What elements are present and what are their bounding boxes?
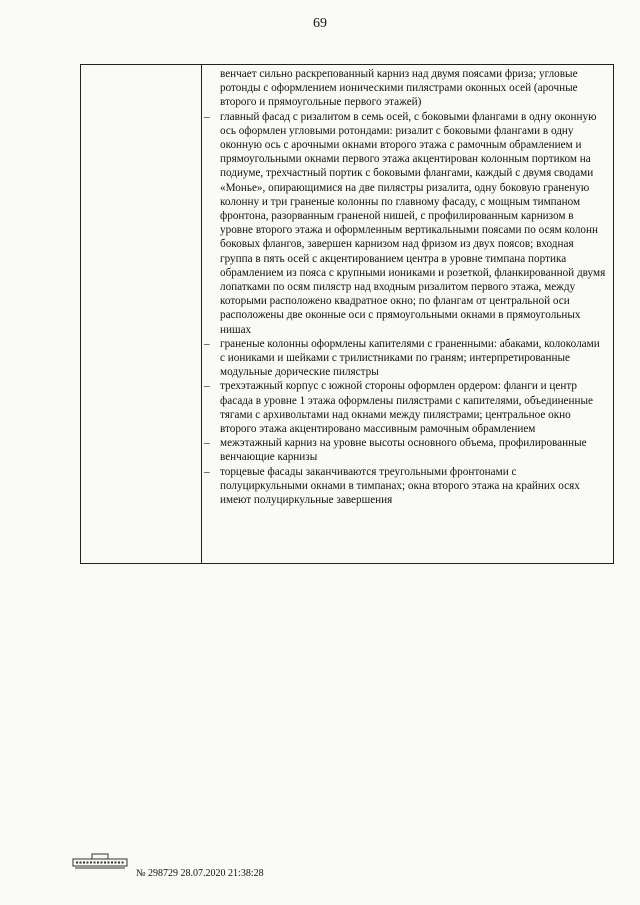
table-content-cell [202,67,607,507]
paragraph [202,337,607,380]
page-number: 69 [313,16,327,31]
paragraph [202,436,607,464]
dash-bullet: – [204,337,210,350]
document-stamp-text: № 298729 28.07.2020 21:38:28 [136,868,264,879]
dash-bullet: – [204,110,210,123]
dash-bullet: – [204,437,210,450]
paragraph-text: межэтажный карниз на уровне высоты основного объема, профилированные венчающие карнизы [220,437,587,464]
paragraph [202,465,607,508]
paragraph [202,110,607,337]
paragraph [202,379,607,436]
dash-bullet: – [204,380,210,393]
text-table [80,64,614,564]
paragraph-text: венчает сильно раскрепованный карниз над двумя поясами фриза; угловые ротонды с оформлением ионическими пилястрами оконных осей (арочные второго и прямоугольные первого этажей) [220,68,578,109]
paragraph-text: трехэтажный корпус с южной стороны оформлен ордером: фланги и центр фасада в уровне 1 этажа оформлены пилястрами с капителями, объединенные тягами с архивольтами над окнами между пилястрами; центральное окно второго этажа акцентировано массивным рамочным обрамлением [220,380,593,436]
paragraph-text: торцевые фасады заканчиваются треугольными фронтонами с полуциркульными окнами в тимпанах; окна второго этажа на крайних осях имеют полуциркульные завершения [220,465,580,507]
government-seal-stamp-icon [72,852,128,870]
paragraph-text: главный фасад с ризалитом в семь осей, с боковыми флангами в одну оконную ось оформлен угловыми ротондами: ризалит с боковыми флангами в одну оконную ось с арочными окнами второго этажа с рамочным обрамлением и прямоугольными окнами первого этажа акцентирован колонным портиком на подиуме, трехчастный портик с боковыми флангами, каждый с двумя сводами «Монье», опирающимися на две пилястры ризалита, одну боковую граненую колонну и три граненые колонны по главному фасаду, с мощным тимпаном фронтона, разорванным граненой нишей, с профилированным карнизом в уровне второго этажа и оформленным вертикальными поясами по осям колонн боковых флангов, завершен карнизом над фризом из двух поясов; входная группа в пять осей с акцентированием центра в уровне тимпана портика обрамлением из пояса с крупными иониками и розеткой, фланкированной двумя лопатками по осям пилястр над входным ризалитом первого этажа, между которыми расположено квадратное окно; по флангам от центральной оси расположены две оконные оси с прямоугольными окнами в прямоугольных нишах [220,110,606,336]
dash-bullet: – [204,465,210,478]
paragraph [202,67,607,110]
dash-bullet [202,67,220,110]
paragraph-text: граненые колонны оформлены капителями с граненными: абаками, колоколами с иониками и шейками с трилистниками по граням; интерпретированные модульные дорические пилястры [220,337,600,379]
